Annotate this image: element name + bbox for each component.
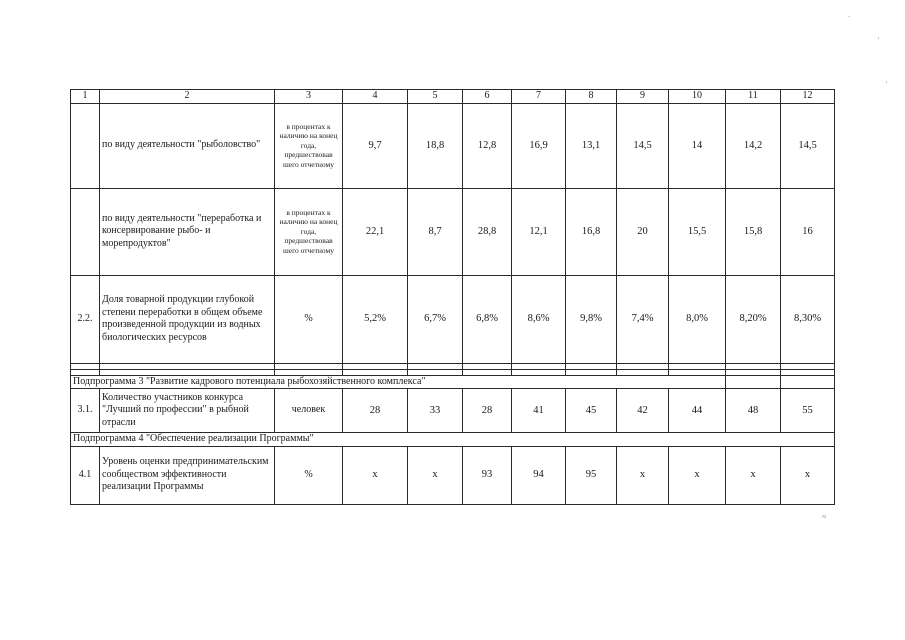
value-cell: 9,8% — [566, 275, 617, 363]
row-number — [71, 103, 100, 188]
subprogram-row — [71, 375, 835, 389]
table-row — [71, 275, 835, 363]
unit-cell: % — [275, 446, 343, 504]
header-cell: 5 — [408, 90, 463, 104]
indicator-name: Количество участников конкурса "Лучший по профессии" в рыбной отрасли — [100, 389, 275, 433]
empty-cell — [781, 375, 835, 389]
value-cell: 22,1 — [343, 188, 408, 275]
value-cell: 8,20% — [726, 275, 781, 363]
value-cell: 8,7 — [408, 188, 463, 275]
scan-speck: ≈ — [822, 512, 827, 521]
value-cell: 15,8 — [726, 188, 781, 275]
header-cell: 12 — [781, 90, 835, 104]
value-cell: 28 — [343, 389, 408, 433]
value-cell: х — [781, 446, 835, 504]
header-cell: 4 — [343, 90, 408, 104]
header-cell: 7 — [512, 90, 566, 104]
header-cell: 6 — [463, 90, 512, 104]
value-cell: 14,5 — [617, 103, 669, 188]
value-cell: х — [726, 446, 781, 504]
value-cell: 14 — [669, 103, 726, 188]
value-cell: 42 — [617, 389, 669, 433]
value-cell: 18,8 — [408, 103, 463, 188]
header-cell: 2 — [100, 90, 275, 104]
value-cell: 13,1 — [566, 103, 617, 188]
indicator-name: по виду деятельности "рыболовство" — [100, 103, 275, 188]
row-number: 2.2. — [71, 275, 100, 363]
value-cell: х — [408, 446, 463, 504]
value-cell: 94 — [512, 446, 566, 504]
value-cell: 12,1 — [512, 188, 566, 275]
scan-speck: ' — [878, 36, 880, 45]
value-cell: х — [669, 446, 726, 504]
scan-speck: . — [848, 10, 850, 19]
indicator-name: Уровень оценки предпринимательским сообществом эффективности реализации Программы — [100, 446, 275, 504]
header-cell: 9 — [617, 90, 669, 104]
value-cell: 8,0% — [669, 275, 726, 363]
value-cell: 28 — [463, 389, 512, 433]
unit-cell: % — [275, 275, 343, 363]
value-cell: 6,8% — [463, 275, 512, 363]
value-cell: 12,8 — [463, 103, 512, 188]
value-cell: 33 — [408, 389, 463, 433]
value-cell: 16,9 — [512, 103, 566, 188]
value-cell: 6,7% — [408, 275, 463, 363]
value-cell: 9,7 — [343, 103, 408, 188]
unit-cell: человек — [275, 389, 343, 433]
indicators-table — [70, 89, 835, 505]
value-cell: 14,2 — [726, 103, 781, 188]
value-cell: 55 — [781, 389, 835, 433]
indicator-name: Доля товарной продукции глубокой степени переработки в общем объеме произведенной продукции из водных биологических ресурсов — [100, 275, 275, 363]
table-row — [71, 446, 835, 504]
value-cell: 15,5 — [669, 188, 726, 275]
header-cell: 8 — [566, 90, 617, 104]
row-number — [71, 188, 100, 275]
value-cell: 41 — [512, 389, 566, 433]
indicator-name: по виду деятельности "переработка и консервирование рыбо- и морепродуктов" — [100, 188, 275, 275]
subprogram-row — [71, 433, 835, 447]
value-cell: 93 — [463, 446, 512, 504]
row-number: 4.1 — [71, 446, 100, 504]
value-cell: 95 — [566, 446, 617, 504]
value-cell: 8,6% — [512, 275, 566, 363]
value-cell: 7,4% — [617, 275, 669, 363]
header-cell: 1 — [71, 90, 100, 104]
value-cell: 8,30% — [781, 275, 835, 363]
value-cell: 16,8 — [566, 188, 617, 275]
empty-cell — [726, 375, 781, 389]
unit-cell: в процентах к наличию на конец года, предшествовав шего отчетному — [275, 103, 343, 188]
scan-speck: ' — [886, 80, 888, 89]
value-cell: х — [343, 446, 408, 504]
subprogram-title: Подпрограмма 3 "Развитие кадрового потенциала рыбохозяйственного комплекса" — [71, 375, 726, 389]
value-cell: 28,8 — [463, 188, 512, 275]
header-cell: 10 — [669, 90, 726, 104]
table-row — [71, 103, 835, 188]
table-header-row — [71, 90, 835, 104]
header-cell: 11 — [726, 90, 781, 104]
value-cell: 16 — [781, 188, 835, 275]
value-cell: 20 — [617, 188, 669, 275]
table-row — [71, 389, 835, 433]
subprogram-title: Подпрограмма 4 "Обеспечение реализации Программы" — [71, 433, 835, 447]
value-cell: 14,5 — [781, 103, 835, 188]
header-cell: 3 — [275, 90, 343, 104]
table-row — [71, 188, 835, 275]
value-cell: 48 — [726, 389, 781, 433]
value-cell: 44 — [669, 389, 726, 433]
unit-cell: в процентах к наличию на конец года, предшествовав шего отчетному — [275, 188, 343, 275]
row-number: 3.1. — [71, 389, 100, 433]
value-cell: 45 — [566, 389, 617, 433]
value-cell: х — [617, 446, 669, 504]
value-cell: 5,2% — [343, 275, 408, 363]
